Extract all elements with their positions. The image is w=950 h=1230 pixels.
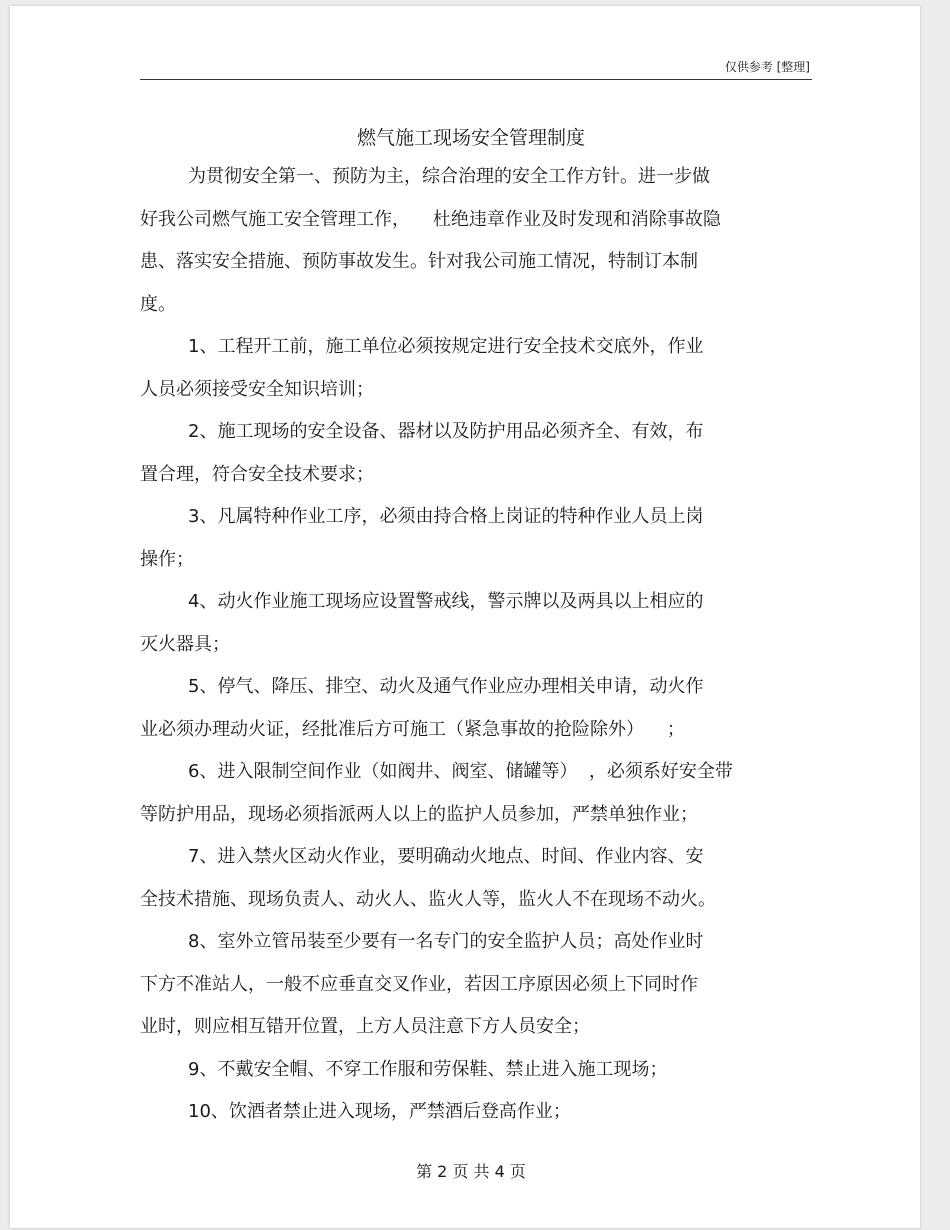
body-line: 全技术措施、现场负责人、动火人、监火人等，监火人不在现场不动火。 (140, 888, 716, 910)
body-line: 操作； (140, 548, 194, 570)
body-line: 6、进入限制空间作业（如阀井、阀室、储罐等） ，必须系好安全带 (188, 761, 733, 782)
header-rule (140, 79, 812, 80)
body-line: 9、不戴安全帽、不穿工作服和劳保鞋、禁止进入施工现场； (188, 1058, 668, 1080)
body-line: 为贯彻安全第一、预防为主，综合治理的安全工作方针。进一步做 (188, 166, 710, 187)
body-line: 业时，则应相互错开位置，上方人员注意下方人员安全； (140, 1016, 590, 1037)
header-note: 仅供参考 [整理] (724, 60, 810, 74)
body-line: 人员必须接受安全知识培训； (140, 378, 374, 400)
document-title: 燃气施工现场安全管理制度 (356, 127, 585, 149)
document-body (140, 156, 840, 1134)
document-page (10, 6, 920, 1228)
body-line: 业必须办理动火证，经批准后方可施工（紧急事故的抢险除外） ； (140, 718, 685, 740)
body-line: 好我公司燃气施工安全管理工作， 杜绝违章作业及时发现和消除事故隐 (140, 208, 721, 230)
body-line: 5、停气、降压、排空、动火及通气作业应办理相关申请，动火作 (188, 676, 704, 697)
body-line: 等防护用品，现场必须指派两人以上的监护人员参加，严禁单独作业； (140, 803, 698, 825)
body-line: 7、进入禁火区动火作业，要明确动火地点、时间、作业内容、安 (188, 846, 704, 867)
body-line: 10、饮酒者禁止进入现场，严禁酒后登高作业； (188, 1101, 571, 1122)
body-line: 1、工程开工前，施工单位必须按规定进行安全技术交底外，作业 (188, 336, 704, 357)
body-line: 置合理，符合安全技术要求； (140, 463, 374, 485)
body-line: 灭火器具； (140, 633, 230, 655)
body-line: 下方不准站人，一般不应垂直交叉作业，若因工序原因必须上下同时作 (140, 973, 698, 995)
body-line: 患、落实安全措施、预防事故发生。针对我公司施工情况，特制订本制 (140, 251, 698, 272)
body-line: 8、室外立管吊装至少要有一名专门的安全监护人员；高处作业时 (188, 931, 704, 952)
body-line: 度。 (140, 293, 176, 315)
page-footer: 第 2 页 共 4 页 (416, 1162, 526, 1181)
body-line: 2、施工现场的安全设备、器材以及防护用品必须齐全、有效，布 (188, 421, 704, 442)
body-line: 4、动火作业施工现场应设置警戒线，警示牌以及两具以上相应的 (188, 591, 704, 612)
body-line: 3、凡属特种作业工序，必须由持合格上岗证的特种作业人员上岗 (188, 506, 704, 527)
